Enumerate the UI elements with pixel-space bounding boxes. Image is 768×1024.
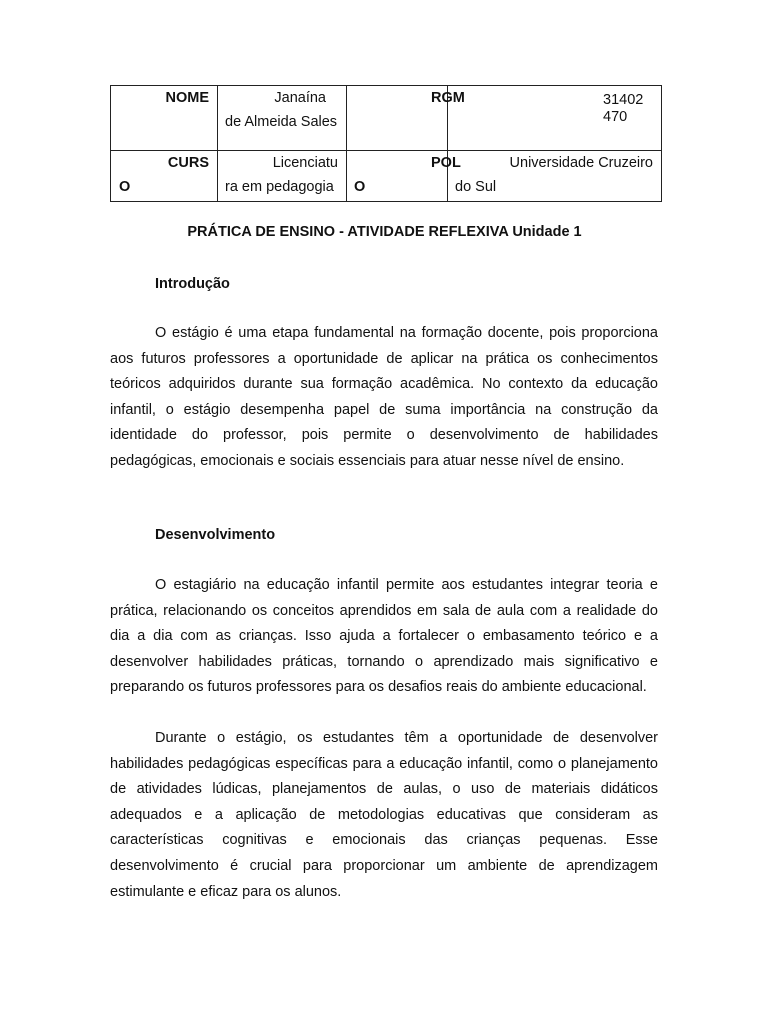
dev-paragraph-2: Durante o estágio, os estudantes têm a oportunidade de desenvolver habilidades pedagógicas específicas para a educação infantil, como o planejamento de atividades lúdicas, planejamentos de aulas, o uso de materiais didáticos adequados e a aplicação de metodologias educativas que consideram as características cognitivas e emocionais das crianças pequenas. Esse desenvolvimento é crucial para proporcionar um ambiente de aprendizagem estimulante e eficaz para os alunos. bbox=[110, 730, 658, 900]
dev-heading: Desenvolvimento bbox=[155, 527, 276, 543]
curso-label-cell bbox=[111, 151, 218, 202]
nome-value-line2: de Almeida Sales bbox=[225, 114, 338, 130]
rgm-value-line1: 31402 bbox=[603, 92, 644, 108]
curso-value-line2: ra em pedagogia bbox=[225, 179, 334, 195]
nome-value-line1: Janaína bbox=[274, 90, 326, 106]
nome-label-cell bbox=[111, 86, 218, 151]
curso-label-line2: O bbox=[119, 179, 131, 195]
dev-paragraph-1: O estagiário na educação infantil permite aos estudantes integrar teoria e prática, relacionando os conceitos aprendidos em sala de aula com a realidade do dia a dia com as crianças. Isso ajuda a fortalecer o embasamento teórico e a desenvolver habilidades práticas, tornando o aprendizado mais significativo e preparando os futuros professores para os desafios reais do ambiente educacional. bbox=[110, 577, 658, 696]
curso-value-cell bbox=[218, 151, 347, 202]
nome-label: NOME bbox=[165, 90, 209, 106]
intro-paragraph: O estágio é uma etapa fundamental na formação docente, pois proporciona aos futuros professores a oportunidade de aplicar na prática os conhecimentos teóricos adquiridos durante sua formação acadêmica. No contexto da educação infantil, o estágio desempenha papel de suma importância na construção da identidade do professor, pois permite o desenvolvimento de habilidades pedagógicas, emocionais e sociais essenciais para atuar nesse nível de ensino. bbox=[110, 325, 658, 469]
polo-value-line2: do Sul bbox=[455, 179, 497, 195]
rgm-label: RGM bbox=[431, 90, 465, 106]
student-info-table bbox=[110, 85, 662, 202]
rgm-label-cell bbox=[347, 86, 465, 151]
rgm-value bbox=[448, 86, 653, 126]
table-row bbox=[111, 86, 662, 151]
curso-label-line1: CURS bbox=[167, 155, 209, 171]
polo-label-cell bbox=[347, 151, 461, 202]
rgm-value-line2: 470 bbox=[603, 109, 628, 125]
intro-heading: Introdução bbox=[155, 276, 230, 292]
polo-value-line1: Universidade Cruzeiro bbox=[509, 155, 653, 171]
nome-value-cell bbox=[218, 86, 347, 151]
polo-label-line1: POL bbox=[431, 155, 461, 171]
document-title: PRÁTICA DE ENSINO - ATIVIDADE REFLEXIVA Unidade 1 bbox=[187, 224, 582, 240]
polo-label-line2: O bbox=[354, 179, 366, 195]
polo-value-cell bbox=[448, 151, 662, 202]
rgm-value-cell bbox=[448, 86, 662, 151]
table-row bbox=[111, 151, 662, 202]
curso-value-line1: Licenciatu bbox=[272, 155, 338, 171]
